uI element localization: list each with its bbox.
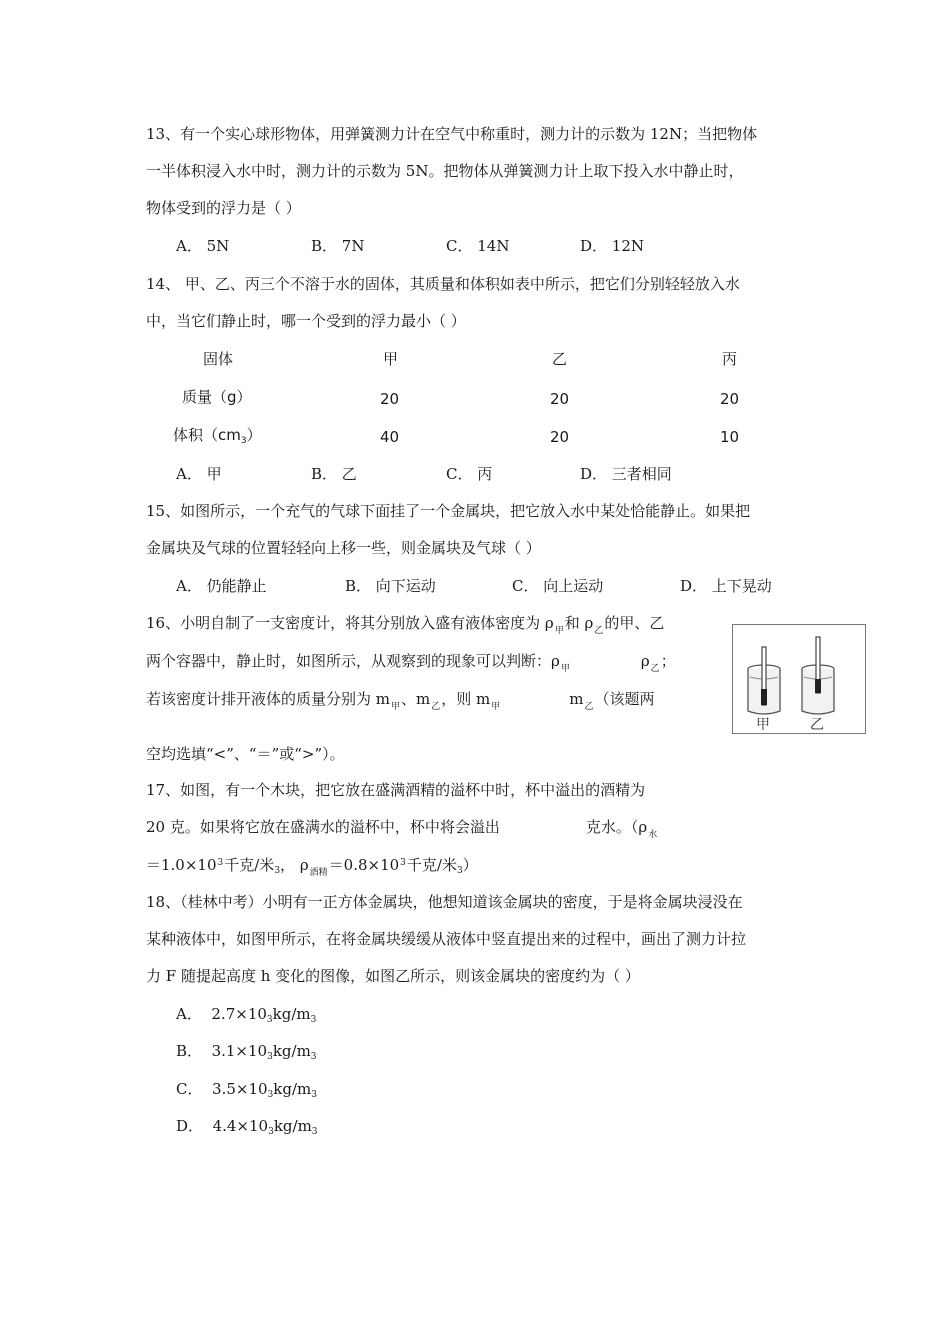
table-mass-yi: 20 <box>550 390 570 408</box>
q14-line-1: 14、 甲、乙、丙三个不溶于水的固体，其质量和体积如表中所示，把它们分别轻轻放入水 <box>146 275 740 293</box>
q17-line-1: 17、如图，有一个木块，把它放在盛满酒精的溢杯中时，杯中溢出的酒精为 <box>146 781 646 799</box>
table-mass-label: 质量（g） <box>182 388 252 406</box>
q13-option-c: C． 14N <box>446 237 510 255</box>
q16-line-3: 若该密度计排开液体的质量分别为 $m_甲$、$m_乙$，则 $m_甲$ $m_乙$（该题两 <box>146 690 655 712</box>
q14-option-d: D． 三者相同 <box>580 465 672 483</box>
table-volume-jia: 40 <box>380 428 400 446</box>
q13-option-a: A． 5N <box>176 237 230 255</box>
q15-option-c: C． 向上运动 <box>512 577 604 595</box>
q13-option-b: B． 7N <box>311 237 365 255</box>
q18-option-d: D． $4.4\times 10_3kg/m_3$ <box>176 1117 318 1137</box>
container-yi <box>802 637 834 714</box>
q13-line-2: 一半体积浸入水中时，测力计的示数为 5N。把物体从弹簧测力计上取下投入水中静止时， <box>146 162 744 180</box>
table-volume-label: 体积$(cm_3)$ <box>173 426 262 446</box>
hydrometer-diagram <box>733 625 865 733</box>
q16-line-4: 空均选填“<”、“＝”或“>”）。 <box>146 745 345 763</box>
q18-line-3: 力 F 随提起高度 h 变化的图像，如图乙所示，则该金属块的密度约为（ ） <box>146 967 640 985</box>
q15-option-a: A． 仍能静止 <box>176 577 267 595</box>
q18-line-1: 18、（桂林中考）小明有一正方体金属块，他想知道该金属块的密度，于是将金属块浸没在 <box>146 893 743 911</box>
fig-label-yi: 乙 <box>810 717 824 733</box>
q13-line-3: 物体受到的浮力是（ ） <box>146 199 301 217</box>
q15-option-d: D． 上下晃动 <box>680 577 772 595</box>
q17-line-3: $=1.0\times 10^3$千克/米$_3$， $\rho_{酒精}=0.8\times 10^3$千克/米$_3$） <box>146 856 478 878</box>
q14-line-2: 中，当它们静止时，哪一个受到的浮力最小（ ） <box>146 312 466 330</box>
table-volume-bing: 10 <box>720 428 740 446</box>
table-header-yi: 乙 <box>552 350 568 368</box>
q14-option-c: C． 丙 <box>446 465 493 483</box>
fig-label-jia: 甲 <box>756 717 770 733</box>
q16-line-2: 两个容器中，静止时，如图所示，从观察到的现象可以判断：$\rho_甲$ $\rho_乙$； <box>146 652 676 674</box>
q15-option-b: B． 向下运动 <box>345 577 436 595</box>
q16-line-1: 16、小明自制了一支密度计，将其分别放入盛有液体密度为 $\rho_甲$和 $\rho_乙$的甲、乙 <box>146 614 665 636</box>
q17-line-2: 20 克。如果将它放在盛满水的溢杯中，杯中将会溢出 克水。（$\rho_水$ <box>146 818 658 840</box>
table-volume-yi: 20 <box>550 428 570 446</box>
q18-option-a: A． $2.7\times 10_3kg/m_3$ <box>176 1005 317 1025</box>
table-mass-jia: 20 <box>380 390 400 408</box>
q13-line-1: 13、有一个实心球形物体，用弹簧测力计在空气中称重时，测力计的示数为 12N；当把物体 <box>146 125 758 143</box>
container-jia <box>748 647 780 714</box>
table-header-jia: 甲 <box>383 350 399 368</box>
table-mass-bing: 20 <box>720 390 740 408</box>
q18-option-b: B． $3.1\times 10_3kg/m_3$ <box>176 1042 317 1062</box>
table-header-bing: 丙 <box>722 350 738 368</box>
q14-option-b: B． 乙 <box>311 465 357 483</box>
hydrometer-figure <box>732 624 866 734</box>
q18-line-2: 某种液体中，如图甲所示，在将金属块缓缓从液体中竖直提出来的过程中，画出了测力计拉 <box>146 930 747 948</box>
q14-option-a: A． 甲 <box>176 465 222 483</box>
q15-line-1: 15、如图所示，一个充气的气球下面挂了一个金属块，把它放入水中某处恰能静止。如果把 <box>146 502 751 520</box>
q13-option-d: D． 12N <box>580 237 645 255</box>
q18-option-c: C． $3.5\times 10_3kg/m_3$ <box>176 1080 317 1100</box>
q15-line-2: 金属块及气球的位置轻轻向上移一些，则金属块及气球（ ） <box>146 539 541 557</box>
table-header-solid: 固体 <box>203 350 234 368</box>
